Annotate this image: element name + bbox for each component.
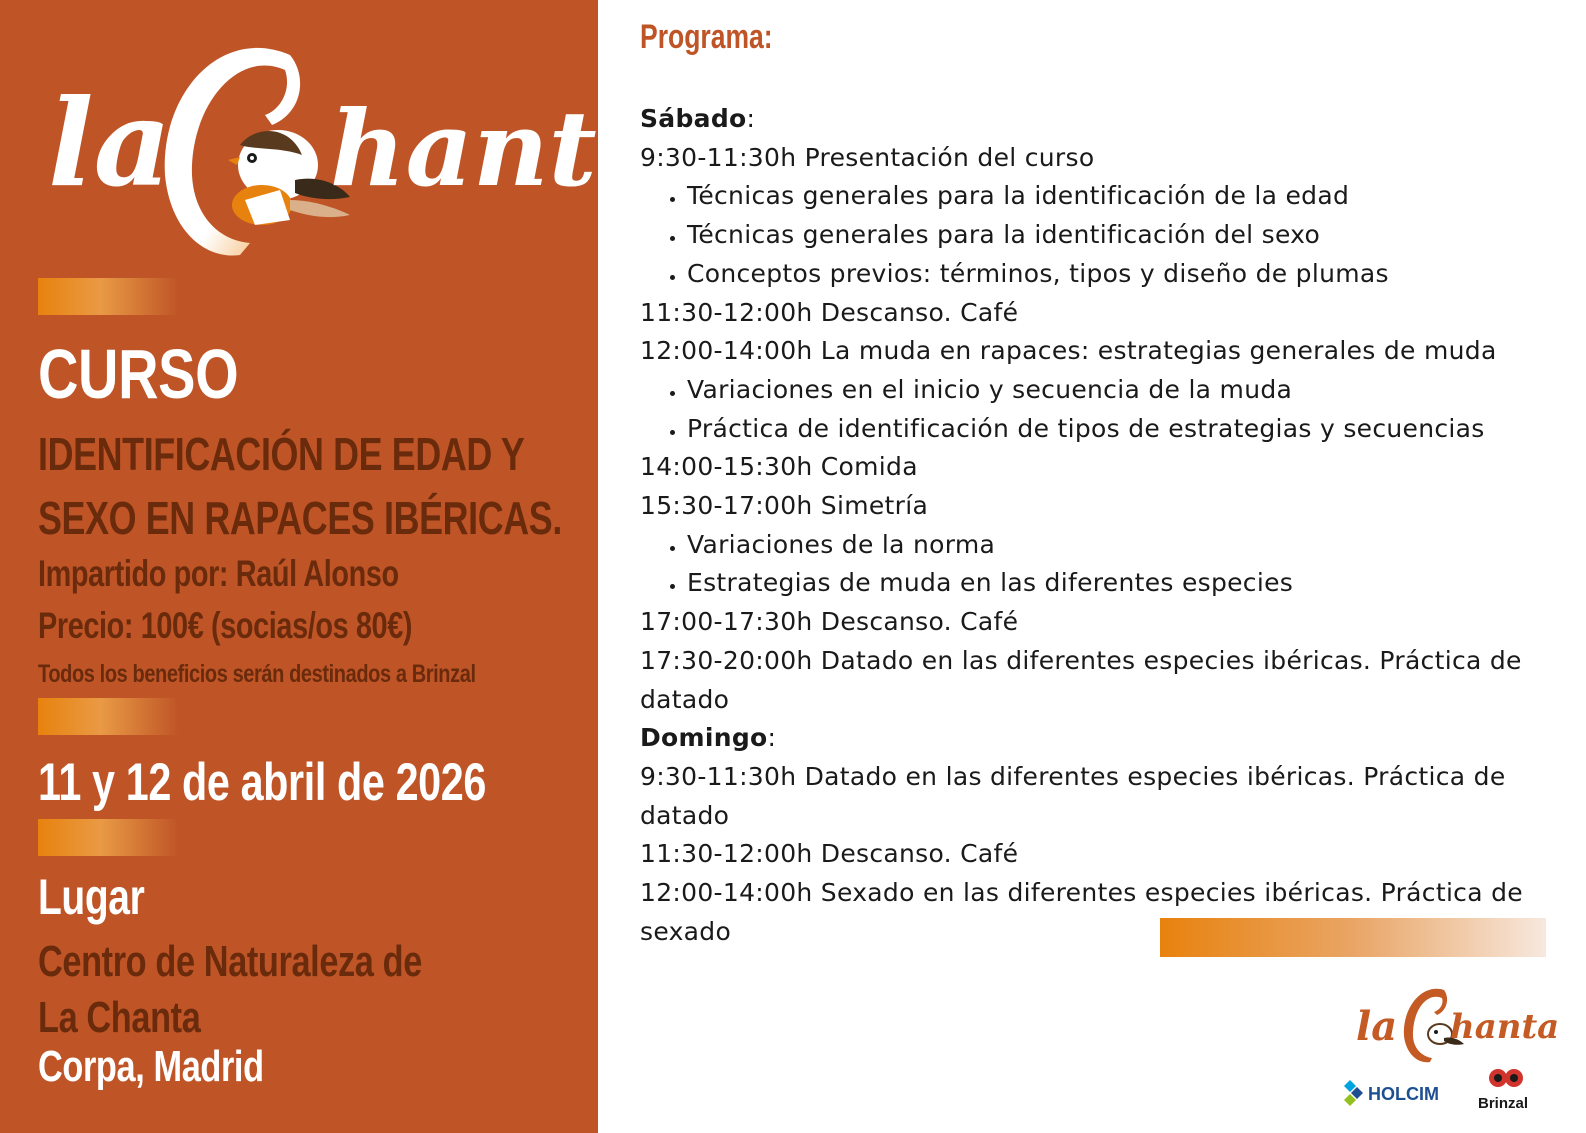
schedule-item: 14:00-15:30h Comida (640, 452, 918, 482)
day-heading-saturday: Sábado: (640, 104, 756, 133)
small-logo-la: la (1356, 1003, 1398, 1050)
schedule-subitem: • Técnicas generales para la identificación de la edad (687, 177, 1540, 216)
location-name-line: Centro de Naturaleza de (38, 937, 422, 986)
saturday-schedule (640, 139, 1540, 720)
schedule-subitem: • Técnicas generales para la identificación del sexo (687, 216, 1540, 255)
location-label: Lugar (38, 869, 145, 925)
decorative-bar-right (1160, 918, 1546, 957)
logo-hanta-text: hanta (330, 87, 665, 210)
course-title-line: SEXO EN RAPACES IBÉRICAS. (38, 492, 562, 544)
schedule-subitem: • Variaciones en el inicio y secuencia de la muda (687, 371, 1540, 410)
schedule-subitem: • Conceptos previos: términos, tipos y diseño de plumas (687, 255, 1540, 294)
schedule-subitem: • Variaciones de la norma (687, 526, 1540, 565)
schedule-sublist (640, 177, 1540, 293)
program-title: Programa: (640, 18, 773, 56)
schedule-item: 11:30-12:00h Descanso. Café (640, 297, 1019, 327)
schedule-item: 17:00-17:30h Descanso. Café (640, 607, 1019, 637)
brinzal-text: Brinzal (1478, 1095, 1529, 1112)
schedule-item: 12:00-14:00h Sexado en las diferentes especies ibéricas. Práctica de sexado (640, 878, 1523, 946)
program-schedule (640, 100, 1540, 951)
schedule-item: 12:00-14:00h La muda en rapaces: estrategias generales de muda (640, 336, 1497, 366)
holcim-logo (1340, 1078, 1452, 1108)
decorative-bar (38, 698, 178, 735)
course-date: 11 y 12 de abril de 2026 (38, 753, 486, 812)
location-name (38, 934, 422, 1046)
location-city: Corpa, Madrid (38, 1042, 264, 1091)
course-benefits: Todos los beneficios serán destinados a Brinzal (38, 660, 476, 688)
schedule-item: 9:30-11:30h Datado en las diferentes especies ibéricas. Práctica de datado (640, 761, 1506, 830)
decorative-bar (38, 819, 178, 856)
decorative-bar (38, 278, 178, 315)
brinzal-logo (1476, 1066, 1540, 1114)
course-instructor: Impartido por: Raúl Alonso (38, 553, 399, 594)
schedule-subitem: • Estrategias de muda en las diferentes especies (687, 564, 1540, 603)
schedule-sublist (640, 526, 1540, 603)
schedule-item: 15:30-17:00h Simetría (640, 491, 929, 521)
course-price: Precio: 100€ (socias/os 80€) (38, 605, 413, 646)
holcim-text: HOLCIM (1368, 1084, 1439, 1104)
schedule-subitem: • Práctica de identificación de tipos de estrategias y secuencias (687, 410, 1540, 449)
la-chanta-logo-small (1352, 978, 1560, 1064)
course-title-line: IDENTIFICACIÓN DE EDAD Y (38, 428, 525, 480)
la-chanta-logo (40, 15, 665, 265)
course-title (38, 422, 562, 550)
small-logo-hanta: hanta (1450, 1007, 1560, 1047)
course-label: CURSO (38, 335, 239, 413)
schedule-item: 9:30-11:30h Presentación del curso (640, 142, 1095, 172)
schedule-sublist (640, 371, 1540, 448)
schedule-item: 11:30-12:00h Descanso. Café (640, 839, 1019, 869)
logo-la-text: la (48, 73, 172, 214)
day-heading-sunday: Domingo: (640, 723, 777, 753)
schedule-item: 17:30-20:00h Datado en las diferentes especies ibéricas. Práctica de datado (640, 645, 1522, 714)
location-name-line: La Chanta (38, 993, 201, 1042)
left-panel (0, 0, 665, 1133)
